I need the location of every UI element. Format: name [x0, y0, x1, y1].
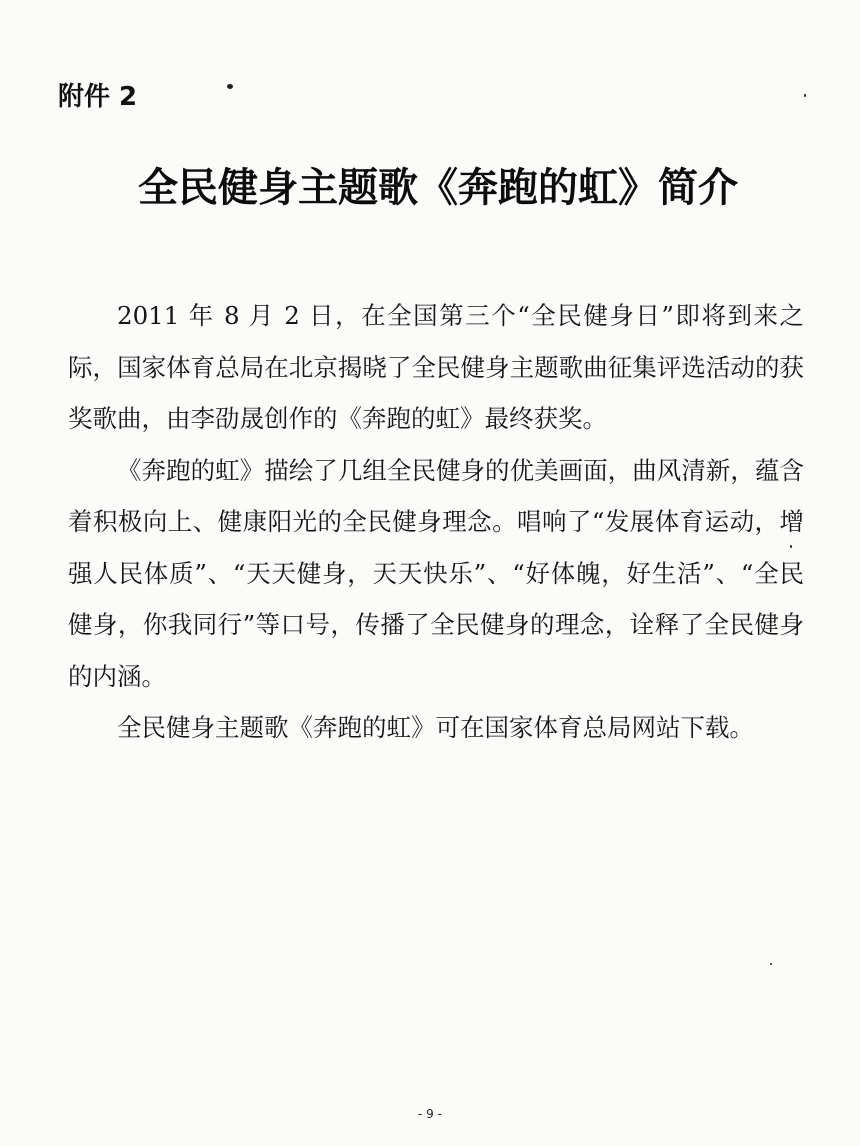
- page-number: - 9 -: [418, 1107, 442, 1121]
- paragraph-description: 《奔跑的虹》描绘了几组全民健身的优美画面，曲风清新，蕴含着积极向上、健康阳光的全民健身理念。唱响了“发展体育运动，增强人民体质”、“天天健身，天天快乐”、“好体魄，好生活”、“全民健身，你我同行”等口号，传播了全民健身的理念，诠释了全民健身的内涵。: [68, 455, 804, 691]
- paragraph-download: 全民健身主题歌《奔跑的虹》可在国家体育总局网站下载。: [117, 713, 754, 742]
- scan-speck: [227, 84, 233, 89]
- scan-speck: [770, 963, 772, 965]
- document-title: 全民健身主题歌《奔跑的虹》简介: [138, 164, 738, 211]
- body-text: [68, 290, 804, 754]
- scan-speck: [804, 94, 806, 97]
- attachment-label: 附件 2: [58, 82, 138, 112]
- paragraph-intro: 2011 年 8 月 2 日，在全国第三个“全民健身日”即将到来之际，国家体育总局在北京揭晓了全民健身主题歌曲征集评选活动的获奖歌曲，由李劭晟创作的《奔跑的虹》最终获奖。: [68, 301, 804, 433]
